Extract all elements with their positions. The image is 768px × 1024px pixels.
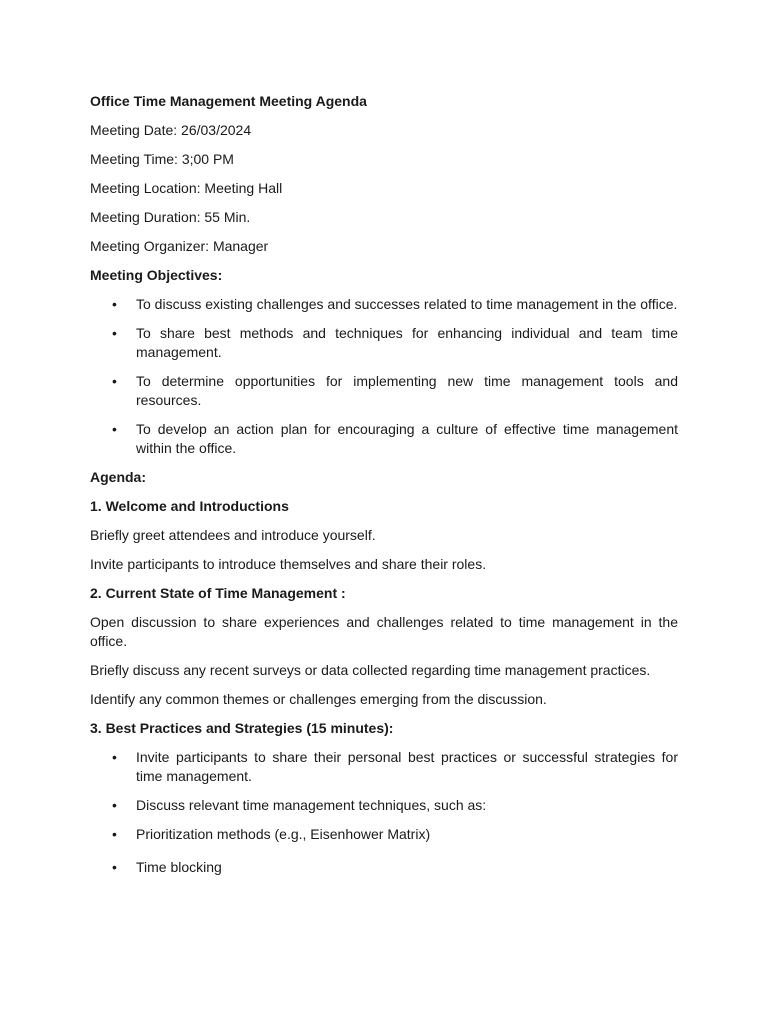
list-item-text: Discuss relevant time management techniques, such as: [136,797,487,813]
objectives-heading: Meeting Objectives: [90,267,223,283]
bullet-icon: • [112,325,117,341]
bullet-icon: • [112,421,117,437]
section-2-paragraph: Briefly discuss any recent surveys or data collected regarding time management practices. [90,662,651,678]
document-title: Office Time Management Meeting Agenda [90,93,367,109]
bullet-icon: • [112,797,117,813]
list-item [90,324,678,362]
bullet-icon: • [112,826,117,842]
section-1-heading: 1. Welcome and Introductions [90,498,289,514]
section-1-paragraph: Invite participants to introduce themselves and share their roles. [90,556,487,572]
list-item-text: Invite participants to share their personal best practices or successful strategies for time management. [136,749,678,784]
meeting-location: Meeting Location: Meeting Hall [90,180,283,196]
meeting-duration: Meeting Duration: 55 Min. [90,209,251,225]
list-item [90,748,678,786]
list-item-text: To develop an action plan for encouraging a culture of effective time management within the office. [136,421,678,456]
list-item [90,372,678,410]
list-item-text: To determine opportunities for implementing new time management tools and resources. [136,373,678,408]
section-1-paragraph: Briefly greet attendees and introduce yourself. [90,527,376,543]
section-3-list [90,748,678,877]
list-item-text: To discuss existing challenges and successes related to time management in the office. [136,296,678,312]
list-item [90,825,678,844]
list-item [90,420,678,458]
list-item-text: Time blocking [136,859,222,875]
meeting-organizer: Meeting Organizer: Manager [90,238,269,254]
list-item [90,796,678,815]
section-2-paragraph: Identify any common themes or challenges emerging from the discussion. [90,691,547,707]
section-3-heading: 3. Best Practices and Strategies (15 minutes): [90,720,394,736]
list-item-text: To share best methods and techniques for enhancing individual and team time management. [136,325,678,360]
meeting-date: Meeting Date: 26/03/2024 [90,122,252,138]
bullet-icon: • [112,749,117,765]
bullet-icon: • [112,296,117,312]
document-page [90,92,678,887]
section-2-heading: 2. Current State of Time Management : [90,585,346,601]
meeting-time: Meeting Time: 3;00 PM [90,151,234,167]
list-item [90,858,678,877]
objectives-list [90,295,678,458]
agenda-heading: Agenda: [90,469,146,485]
list-item [90,295,678,314]
bullet-icon: • [112,859,117,875]
bullet-icon: • [112,373,117,389]
list-item-text: Prioritization methods (e.g., Eisenhower Matrix) [136,826,431,842]
section-2-paragraph: Open discussion to share experiences and challenges related to time management in the office. [90,614,678,649]
